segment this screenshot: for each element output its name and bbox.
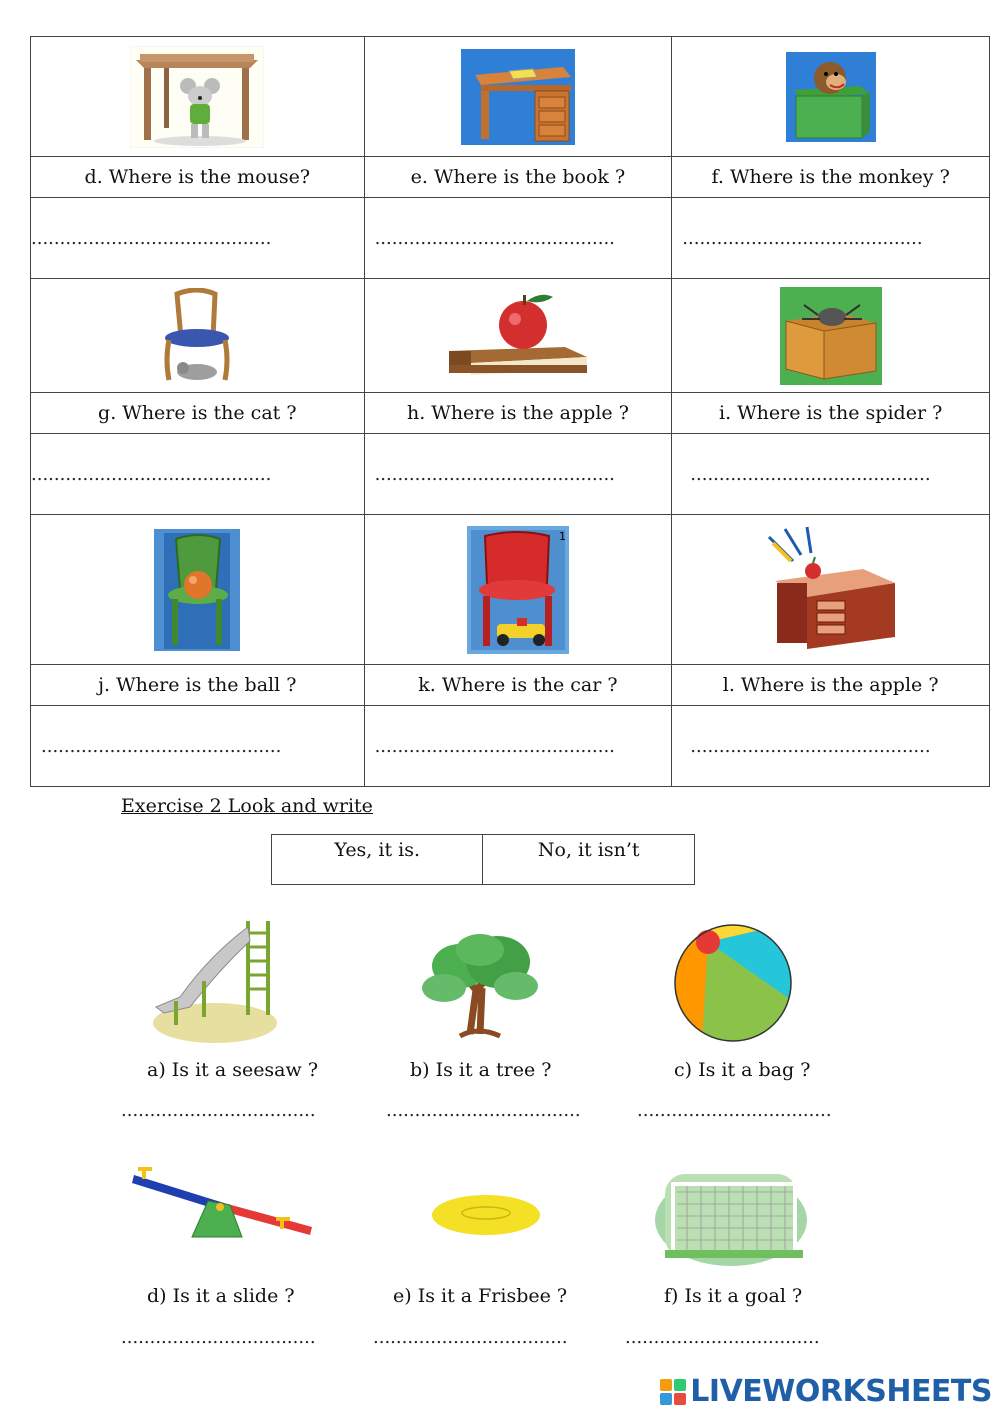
- image-cell: [31, 279, 365, 393]
- cat-under-chair-picture: [155, 288, 239, 384]
- answer-d2-field[interactable]: ..................................: [121, 1327, 316, 1348]
- mouse-under-table-picture: [130, 46, 264, 148]
- beach-ball-picture: [672, 922, 794, 1044]
- question-k: k. Where is the car ?: [364, 665, 672, 706]
- frisbee-picture: [430, 1192, 542, 1238]
- question-g: g. Where is the cat ?: [31, 393, 365, 434]
- slide-picture: [150, 915, 280, 1045]
- question-h: h. Where is the apple ?: [364, 393, 672, 434]
- image-cell: [364, 37, 672, 157]
- answer-g-field[interactable]: ..........................................: [31, 434, 365, 515]
- answer-f-field[interactable]: ..........................................: [672, 198, 990, 279]
- answer-k-field[interactable]: ..........................................: [364, 706, 672, 787]
- option-yes: Yes, it is.: [272, 835, 483, 885]
- image-cell: [31, 515, 365, 665]
- spider-in-box-picture: [780, 287, 882, 385]
- question-f: f. Where is the monkey ?: [672, 157, 990, 198]
- question-i: i. Where is the spider ?: [672, 393, 990, 434]
- answer-j-field[interactable]: ..........................................: [31, 706, 365, 787]
- option-no: No, it isn’t: [483, 835, 695, 885]
- apple-on-book-picture: [445, 291, 591, 381]
- question-j: j. Where is the ball ?: [31, 665, 365, 706]
- question-d: d. Where is the mouse?: [31, 157, 365, 198]
- exercise-1-table: [30, 36, 990, 787]
- answer-d-field[interactable]: ..........................................: [31, 198, 365, 279]
- picture-number-badge: 1: [558, 529, 566, 543]
- exercise-2-title: Exercise 2 Look and write: [121, 795, 373, 817]
- image-cell: [364, 515, 672, 665]
- question-c: c) Is it a bag ?: [674, 1059, 811, 1081]
- goal-picture: [655, 1170, 807, 1266]
- question-e: e. Where is the book ?: [364, 157, 672, 198]
- answer-f2-field[interactable]: ..................................: [625, 1327, 820, 1348]
- question-l: l. Where is the apple ?: [672, 665, 990, 706]
- logo-mark-icon: [660, 1379, 686, 1405]
- image-cell: [672, 515, 990, 665]
- image-cell: [364, 279, 672, 393]
- answer-c-field[interactable]: ..................................: [637, 1100, 832, 1121]
- image-cell: [672, 37, 990, 157]
- seesaw-picture: [128, 1165, 316, 1245]
- answer-l-field[interactable]: ..........................................: [672, 706, 990, 787]
- answer-e2-field[interactable]: ..................................: [373, 1327, 568, 1348]
- answer-options-box: [271, 834, 695, 885]
- image-cell: [31, 37, 365, 157]
- answer-e-field[interactable]: ..........................................: [364, 198, 672, 279]
- question-f2: f) Is it a goal ?: [664, 1285, 803, 1307]
- answer-a-field[interactable]: ..................................: [121, 1100, 316, 1121]
- apple-on-desk-picture: [763, 525, 899, 655]
- answer-b-field[interactable]: ..................................: [386, 1100, 581, 1121]
- car-under-chair-picture: [467, 526, 569, 654]
- answer-i-field[interactable]: ..........................................: [672, 434, 990, 515]
- image-cell: [672, 279, 990, 393]
- question-e2: e) Is it a Frisbee ?: [393, 1285, 568, 1307]
- tree-picture: [420, 930, 540, 1040]
- liveworksheets-logo: [660, 1374, 992, 1409]
- ball-on-chair-picture: [154, 529, 240, 651]
- book-on-desk-picture: [461, 49, 575, 145]
- question-d2: d) Is it a slide ?: [147, 1285, 295, 1307]
- question-b: b) Is it a tree ?: [410, 1059, 552, 1081]
- monkey-in-box-picture: [786, 52, 876, 142]
- logo-text: LIVEWORKSHEETS: [690, 1374, 992, 1409]
- answer-h-field[interactable]: ..........................................: [364, 434, 672, 515]
- question-a: a) Is it a seesaw ?: [147, 1059, 318, 1081]
